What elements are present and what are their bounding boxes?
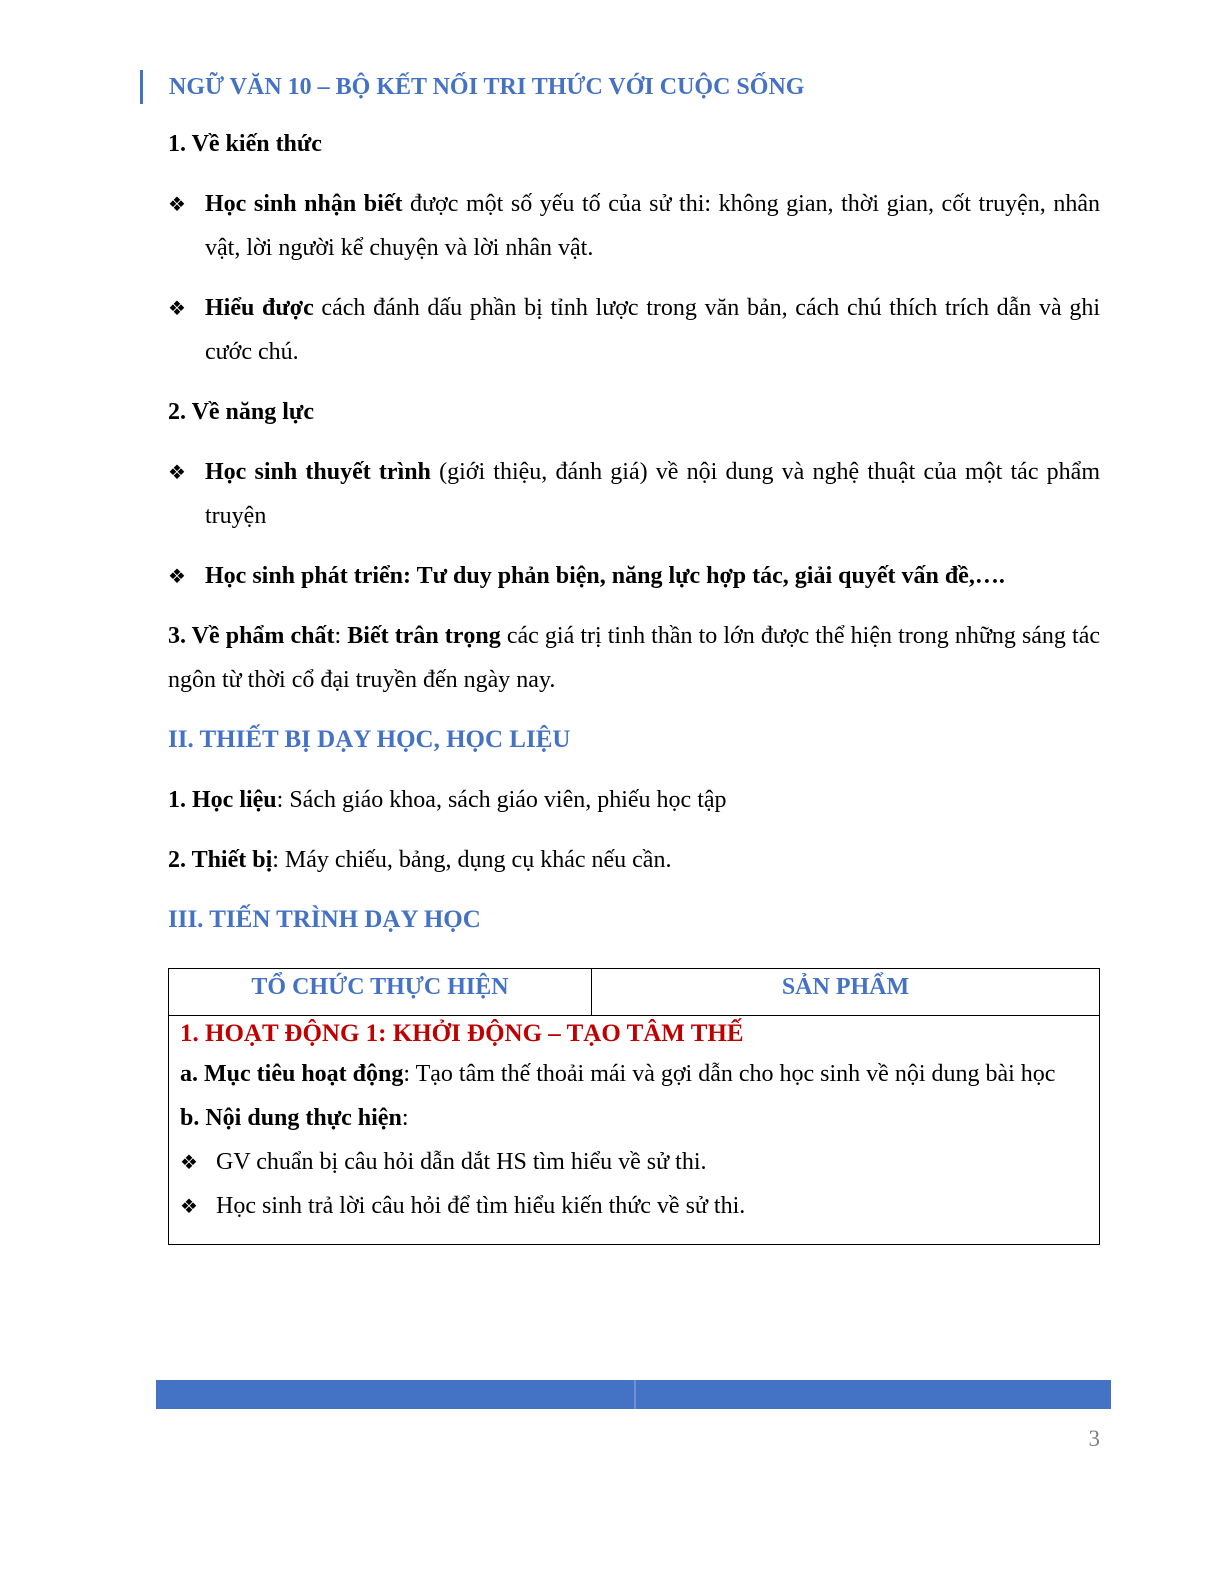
knowledge-item-2-bold: Hiểu được — [205, 295, 314, 321]
section-2-title: II. THIẾT BỊ DẠY HỌC, HỌC LIỆU — [168, 726, 571, 753]
activity-content — [180, 1096, 1088, 1140]
ability-item-1 — [168, 450, 1100, 538]
table-header-row — [169, 969, 1100, 1016]
knowledge-item-2-text: cách đánh dấu phần bị tỉnh lược trong văn bản, cách chú thích trích dẫn và ghi cước chú. — [205, 295, 1101, 365]
footer-bar-divider — [634, 1380, 636, 1409]
ability-item-2-bold: Học sinh phát triển: Tư duy phản biện, năng lực hợp tác, giải quyết vấn đề,…. — [205, 563, 1005, 589]
activity-bullet-2 — [180, 1184, 1088, 1228]
header-organization: TỔ CHỨC THỰC HIỆN — [169, 969, 592, 1016]
equipment-label: 2. Thiết bị — [168, 847, 273, 873]
diamond-bullet-icon: ❖ — [180, 1150, 198, 1174]
quality-label: 3. Về phẩm chất — [168, 623, 335, 649]
footer-bar — [156, 1380, 1111, 1409]
ability-item-2 — [168, 554, 1100, 598]
page-body — [168, 122, 1100, 942]
ability-heading: 2. Về năng lực — [168, 399, 314, 425]
lesson-plan-table — [168, 968, 1100, 1245]
equipment-text: : Máy chiếu, bảng, dụng cụ khác nếu cần. — [272, 847, 672, 873]
equipment-line — [168, 838, 1100, 882]
quality-text: các giá trị tinh thần to lớn được thể hiện trong những sáng tác ngôn từ thời cổ đại truyền đến ngày nay. — [168, 623, 1100, 693]
running-header — [140, 70, 804, 104]
quality-sep: : — [334, 623, 348, 649]
activity-bullet-1-text: GV chuẩn bị câu hỏi dẫn dắt HS tìm hiểu về sử thi. — [216, 1149, 707, 1175]
section-3-title: III. TIẾN TRÌNH DẠY HỌC — [168, 906, 481, 933]
activity-bullet-1 — [180, 1140, 1088, 1184]
diamond-bullet-icon: ❖ — [168, 296, 186, 320]
activity-goal-text: : Tạo tâm thế thoải mái và gợi dẫn cho học sinh về nội dung bài học — [403, 1061, 1056, 1087]
knowledge-heading: 1. Về kiến thức — [168, 131, 322, 157]
activity-goal — [180, 1052, 1088, 1096]
header-product: SẢN PHẨM — [592, 969, 1100, 1016]
diamond-bullet-icon: ❖ — [168, 460, 186, 484]
knowledge-item-2 — [168, 286, 1100, 374]
knowledge-item-1-bold: Học sinh nhận biết — [205, 191, 403, 217]
quality-paragraph — [168, 614, 1100, 702]
activity-goal-label: a. Mục tiêu hoạt động — [180, 1061, 404, 1087]
header-title: NGỮ VĂN 10 – BỘ KẾT NỐI TRI THỨC VỚI CUỘC SỐNG — [169, 74, 805, 100]
materials-line — [168, 778, 1100, 822]
materials-text: : Sách giáo khoa, sách giáo viên, phiếu học tập — [276, 787, 727, 813]
activity-cell — [169, 1016, 1100, 1245]
diamond-bullet-icon: ❖ — [168, 564, 186, 588]
activity-bullet-2-text: Học sinh trả lời câu hỏi để tìm hiểu kiến thức về sử thi. — [216, 1193, 746, 1219]
knowledge-item-1 — [168, 182, 1100, 270]
materials-label: 1. Học liệu — [168, 787, 277, 813]
diamond-bullet-icon: ❖ — [180, 1194, 198, 1218]
activity-content-sep: : — [401, 1105, 409, 1131]
ability-item-1-bold: Học sinh thuyết trình — [205, 459, 431, 485]
activity-content-label: b. Nội dung thực hiện — [180, 1105, 402, 1131]
ability-item-1-text: (giới thiệu, đánh giá) về nội dung và nghệ thuật của một tác phẩm truyện — [205, 459, 1100, 529]
activity-row — [169, 1016, 1100, 1245]
knowledge-item-1-text: được một số yếu tố của sử thi: không gian, thời gian, cốt truyện, nhân vật, lời người kể chuyện và lời nhân vật. — [205, 191, 1100, 261]
quality-bold: Biết trân trọng — [347, 623, 501, 649]
activity-title: 1. HOẠT ĐỘNG 1: KHỞI ĐỘNG – TẠO TÂM THẾ — [180, 1020, 744, 1047]
diamond-bullet-icon: ❖ — [168, 192, 186, 216]
page-number: 3 — [1088, 1426, 1100, 1451]
